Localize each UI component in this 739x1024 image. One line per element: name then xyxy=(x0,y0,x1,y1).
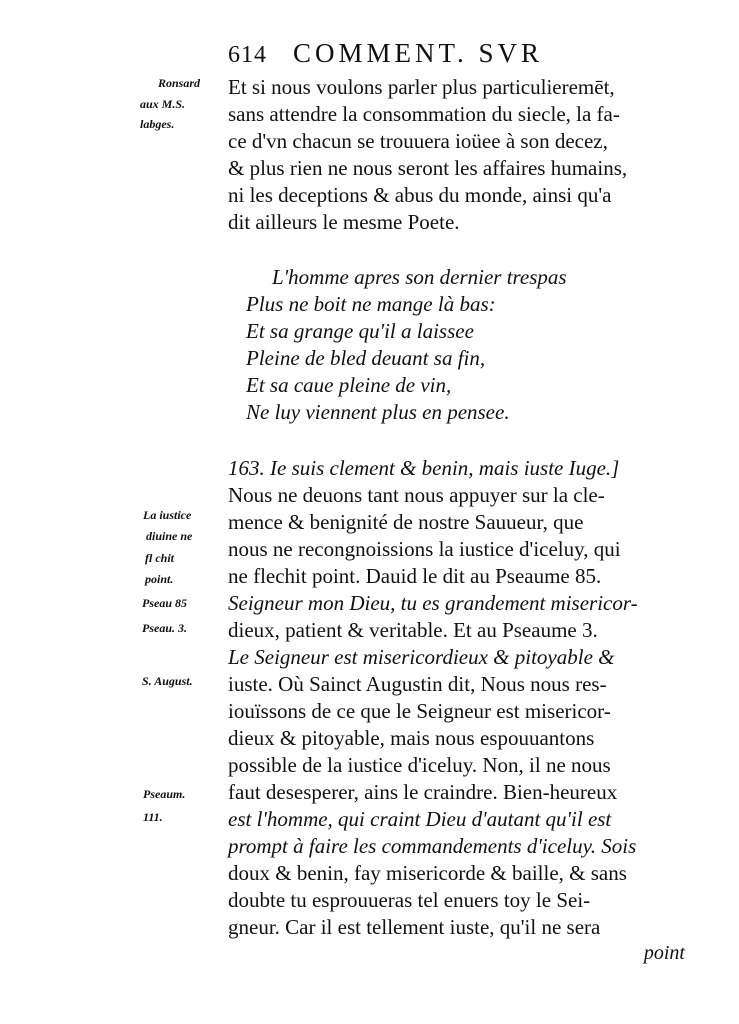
text-line: dieux & pitoyable, mais nous espouuantons xyxy=(228,726,595,750)
margin-note-justice-4: point. xyxy=(145,572,174,586)
text-line: Le Seigneur est misericordieux & pitoyable & xyxy=(228,645,615,669)
text-line: faut desesperer, ains le craindre. Bien-heureux xyxy=(228,780,618,804)
text-line: nous ne recongnoissions la iustice d'iceluy, qui xyxy=(228,537,621,561)
text-line: doubte tu esprouueras tel enuers toy le Sei- xyxy=(228,888,591,912)
text-line: ni les deceptions & abus du monde, ainsi qu'a xyxy=(228,183,612,207)
margin-note-ronsard-2: aux M.S. xyxy=(140,97,186,111)
text-line: ce d'vn chacun se trouuera ioüee à son decez, xyxy=(228,129,608,153)
margin-note-pseaum: Pseaum. xyxy=(143,787,186,801)
text-line: gneur. Car il est tellement iuste, qu'il ne sera xyxy=(228,915,601,939)
text-line: sans attendre la consommation du siecle, la fa- xyxy=(228,102,620,126)
verse-line: Pleine de bled deuant sa fin, xyxy=(246,346,486,370)
margin-note-pseau-85: Pseau 85 xyxy=(142,596,187,610)
text-line: iuste. Où Sainct Augustin dit, Nous nous res- xyxy=(228,672,607,696)
running-title: COMMENT. SVR xyxy=(293,38,544,68)
text-line: est l'homme, qui craint Dieu d'autant qu'il est xyxy=(228,807,612,831)
text-line: prompt à faire les commandements d'iceluy. Sois xyxy=(228,834,637,858)
verse-line: Et sa caue pleine de vin, xyxy=(246,373,452,397)
text-line: mence & benignité de nostre Sauueur, que xyxy=(228,510,584,534)
verse-line: Ne luy viennent plus en pensee. xyxy=(246,400,510,424)
text-line: Nous ne deuons tant nous appuyer sur la cle- xyxy=(228,483,605,507)
verse-line: Plus ne boit ne mange là bas: xyxy=(246,292,496,316)
text-line: doux & benin, fay misericorde & baille, & sans xyxy=(228,861,627,885)
page-number: 614 xyxy=(228,42,267,68)
text-line: dit ailleurs le mesme Poete. xyxy=(228,210,460,234)
margin-note-ronsard: Ronsard xyxy=(158,76,201,90)
page-header xyxy=(228,38,628,72)
verse-line: L'homme apres son dernier trespas xyxy=(272,265,567,289)
margin-note-justice-2: diuine ne xyxy=(146,529,193,543)
text-line: & plus rien ne nous seront les affaires humains, xyxy=(228,156,628,180)
verse-line: Et sa grange qu'il a laissee xyxy=(246,319,474,343)
margin-note-justice-3: fl chit xyxy=(145,551,174,565)
margin-note-augustin: S. August. xyxy=(142,674,193,688)
margin-note-ronsard-3: labges. xyxy=(140,117,175,131)
margin-note-pseau-3: Pseau. 3. xyxy=(142,621,187,635)
text-line: iouïssons de ce que le Seigneur est misericor- xyxy=(228,699,611,723)
commentary-lemma: 163. Ie suis clement & benin, mais iuste Iuge.] xyxy=(228,456,620,480)
text-line: Seigneur mon Dieu, tu es grandement misericor- xyxy=(228,591,638,615)
text-line: ne flechit point. Dauid le dit au Pseaume 85. xyxy=(228,564,602,588)
text-line: Et si nous voulons parler plus particulieremēt, xyxy=(228,75,615,99)
text-line: possible de la iustice d'iceluy. Non, il ne nous xyxy=(228,753,611,777)
text-line: dieux, patient & veritable. Et au Pseaume 3. xyxy=(228,618,598,642)
catchword: point xyxy=(643,942,685,964)
margin-note-pseaum-111: 111. xyxy=(143,810,163,824)
margin-note-justice: La iustice xyxy=(143,508,192,522)
